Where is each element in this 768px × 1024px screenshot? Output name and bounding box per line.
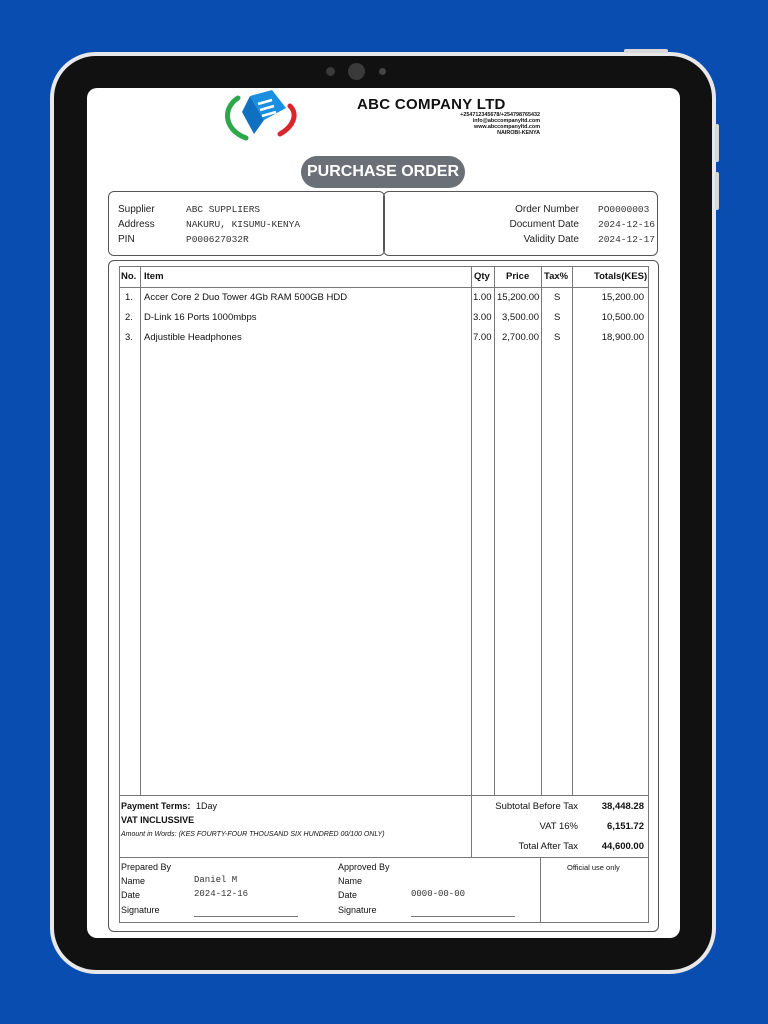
prepared-date-value: 2024-12-16 [194, 889, 249, 899]
document-title: PURCHASE ORDER [301, 156, 465, 188]
row-item: Accer Core 2 Duo Tower 4Gb RAM 500GB HDD [144, 292, 348, 303]
column-divider-tax [572, 266, 573, 796]
validity-date-value: 2024-12-17 [598, 234, 656, 245]
row-total: 10,500.00 [601, 312, 644, 323]
row-no: 3. [125, 332, 133, 343]
vat-value: 6,151.72 [607, 821, 644, 832]
payment-terms-label: Payment Terms: [121, 801, 191, 811]
validity-date-label: Validity Date [523, 234, 579, 245]
document-date-value: 2024-12-16 [598, 219, 656, 230]
table-body-bottom-border [119, 795, 649, 796]
company-logo-icon [220, 90, 304, 142]
column-divider-item [471, 266, 472, 858]
vat-inclusive-note: VAT INCLUSSIVE [121, 815, 195, 825]
order-number-value: PO0000003 [598, 204, 650, 215]
prepared-by-label: Prepared By [121, 862, 172, 872]
subtotal-value: 38,448.28 [601, 801, 644, 812]
header-no: No. [121, 271, 137, 282]
tablet-volume-up-button [715, 124, 719, 162]
signoff-bottom-border [119, 922, 649, 923]
totals-bottom-border [119, 857, 649, 858]
company-phones: +254712345678/+254798765432 [460, 112, 540, 118]
row-tax: S [554, 332, 561, 343]
row-tax: S [554, 292, 561, 303]
camera-lens-icon [348, 63, 365, 80]
prepared-name-value: Daniel M [194, 875, 238, 885]
subtotal-label: Subtotal Before Tax [495, 801, 578, 812]
header-totals: Totals(KES) [594, 271, 648, 282]
approved-by-label: Approved By [338, 862, 390, 872]
amount-in-words: Amount in Words: (KES FOURTY-FOUR THOUSAND SIX HUNDRED 00/100 ONLY) [121, 831, 385, 838]
prepared-name-label: Name [121, 876, 146, 886]
total-after-tax-value: 44,600.00 [601, 841, 644, 852]
row-no: 2. [125, 312, 133, 323]
row-item: D-Link 16 Ports 1000mbps [144, 312, 257, 323]
pin-value: P000627032R [186, 234, 249, 245]
approved-date-label: Date [338, 890, 358, 900]
company-location: NAIROBI-KENYA [497, 130, 540, 136]
row-price: 15,200.00 [497, 292, 540, 303]
row-total: 15,200.00 [601, 292, 644, 303]
row-qty: 7.00 [473, 332, 492, 343]
header-tax: Tax% [544, 271, 569, 282]
table-left-border [119, 266, 120, 923]
document-date-label: Document Date [509, 219, 579, 230]
column-divider-qty [494, 266, 495, 796]
camera-sensor-icon [326, 67, 335, 76]
vat-label: VAT 16% [539, 821, 578, 832]
header-qty: Qty [474, 271, 490, 282]
column-divider-no [140, 266, 141, 796]
payment-terms-value: 1Day [196, 801, 218, 811]
items-table-box [108, 260, 659, 932]
row-price: 2,700.00 [502, 332, 539, 343]
company-name: ABC COMPANY LTD [357, 96, 506, 113]
row-price: 3,500.00 [502, 312, 539, 323]
company-website: www.abccompanyltd.com [474, 124, 540, 130]
camera-flash-icon [379, 68, 386, 75]
row-qty: 1.00 [473, 292, 492, 303]
approved-signature-line [411, 916, 515, 917]
row-total: 18,900.00 [601, 332, 644, 343]
prepared-date-label: Date [121, 890, 141, 900]
row-qty: 3.00 [473, 312, 492, 323]
approved-name-label: Name [338, 876, 363, 886]
row-no: 1. [125, 292, 133, 303]
header-price: Price [506, 271, 530, 282]
address-label: Address [118, 219, 155, 230]
row-item: Adjustible Headphones [144, 332, 242, 343]
table-header-top-border [119, 266, 649, 267]
official-use-note: Official use only [567, 863, 620, 872]
tablet-volume-down-button [715, 172, 719, 210]
prepared-signature-label: Signature [121, 905, 160, 915]
total-after-tax-label: Total After Tax [518, 841, 578, 852]
approved-signature-label: Signature [338, 905, 377, 915]
row-tax: S [554, 312, 561, 323]
order-info-box [383, 191, 658, 256]
address-value: NAKURU, KISUMU-KENYA [186, 219, 301, 230]
column-divider-price [541, 266, 542, 796]
official-use-divider [540, 858, 541, 923]
order-number-label: Order Number [515, 204, 579, 215]
document-screen [87, 88, 680, 938]
supplier-info-box [108, 191, 385, 256]
header-item: Item [144, 271, 164, 282]
table-header-bottom-border [119, 287, 649, 288]
company-email: info@abccompanyltd.com [472, 118, 540, 124]
supplier-value: ABC SUPPLIERS [186, 204, 261, 215]
pin-label: PIN [118, 234, 135, 245]
approved-date-value: 0000-00-00 [411, 889, 466, 899]
tablet-top-button [624, 49, 668, 53]
supplier-label: Supplier [118, 204, 155, 215]
prepared-signature-line [194, 916, 298, 917]
table-right-border [648, 266, 649, 923]
